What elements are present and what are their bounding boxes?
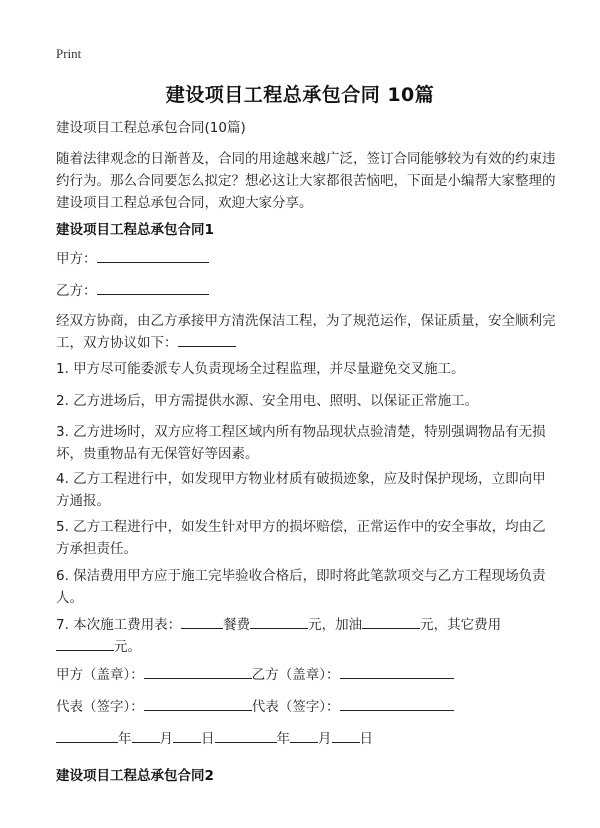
party-b-line [56,280,556,302]
page-title: 建设项目工程总承包合同 10篇 [165,84,435,106]
party-b-rep-blank [340,696,454,711]
print-label[interactable]: Print [56,46,82,61]
fee-blank-3 [362,614,420,629]
party-a-seal-blank [144,664,252,679]
date-b-day-blank [332,728,360,743]
clause-7-prefix: 7. 本次施工费用表： [56,617,182,633]
date-b-month: 月 [318,731,332,747]
clause-7-yuan3: 元。 [114,639,141,655]
fee-blank-4 [56,636,114,651]
clause-7 [56,614,556,658]
date-a-year-blank [56,728,118,743]
party-a-rep-label: 代表（签字）： [56,699,144,715]
clause-3: 3. 乙方进场时，双方应将工程区域内所有物品现状点验清楚，特别强调物品有无损坏，贵重物品有无保管好等因素。 [56,424,546,462]
party-a-blank [97,248,209,263]
date-a-month: 月 [159,731,173,747]
clause-1: 1. 甲方尽可能委派专人负责现场全过程监理，并尽量避免交叉施工。 [56,361,465,377]
party-b-label: 乙方： [56,283,97,299]
party-a-line [56,248,556,270]
date-line [56,728,556,750]
date-a-day: 日 [201,731,215,747]
seal-line [56,664,556,686]
date-a-year: 年 [118,731,132,747]
clause-7-yuan1: 元，加油 [308,617,363,633]
date-b-day: 日 [359,731,373,747]
date-b-month-blank [290,728,318,743]
date-b-year-blank [215,728,277,743]
rep-line [56,696,556,718]
clause-2: 2. 乙方进场后，甲方需提供水源、安全用电、照明、以保证正常施工。 [56,393,479,409]
clause-6: 6. 保洁费用甲方应于施工完毕验收合格后，即时将此笔款项交与乙方工程现场负责人。 [56,568,546,606]
preamble-paragraph [56,310,556,354]
clause-4: 4. 乙方工程进行中，如发现甲方物业材质有破损迹象，应及时保护现场，立即向甲方通报。 [56,471,546,509]
clause-7-yuan2: 元，其它费用 [420,617,502,633]
date-a-day-blank [173,728,201,743]
party-a-rep-blank [144,696,252,711]
party-b-seal-blank [340,664,454,679]
fee-blank-2 [250,614,308,629]
clause-7-meal: 餐费 [223,617,251,633]
section-heading-2: 建设项目工程总承包合同2 [56,768,214,784]
party-b-rep-label: 代表（签字）： [251,699,340,715]
preamble-text: 经双方协商，由乙方承接甲方清洗保洁工程，为了规范运作，保证质量，安全顺利完工，双方协议如下： [56,313,556,351]
preamble-blank [178,332,236,347]
date-a-month-blank [132,728,160,743]
party-b-blank [97,280,209,295]
date-b-year: 年 [276,731,290,747]
party-a-seal-label: 甲方（盖章）： [56,667,144,683]
intro-paragraph: 随着法律观念的日渐普及，合同的用途越来越广泛，签订合同能够较为有效的约束违约行为。那么合同要怎么拟定？想必这让大家都很苦恼吧，下面是小编帮大家整理的建设项目工程总承包合同，欢迎大家分享。 [56,151,556,211]
clause-5: 5. 乙方工程进行中，如发生针对甲方的损坏赔偿，正常运作中的安全事故，均由乙方承担责任。 [56,519,546,557]
fee-blank-1 [181,614,223,629]
doc-subtitle: 建设项目工程总承包合同(10篇) [56,120,246,136]
section-heading-1: 建设项目工程总承包合同1 [56,222,214,238]
party-a-label: 甲方： [56,251,97,267]
party-b-seal-label: 乙方（盖章）： [251,667,340,683]
